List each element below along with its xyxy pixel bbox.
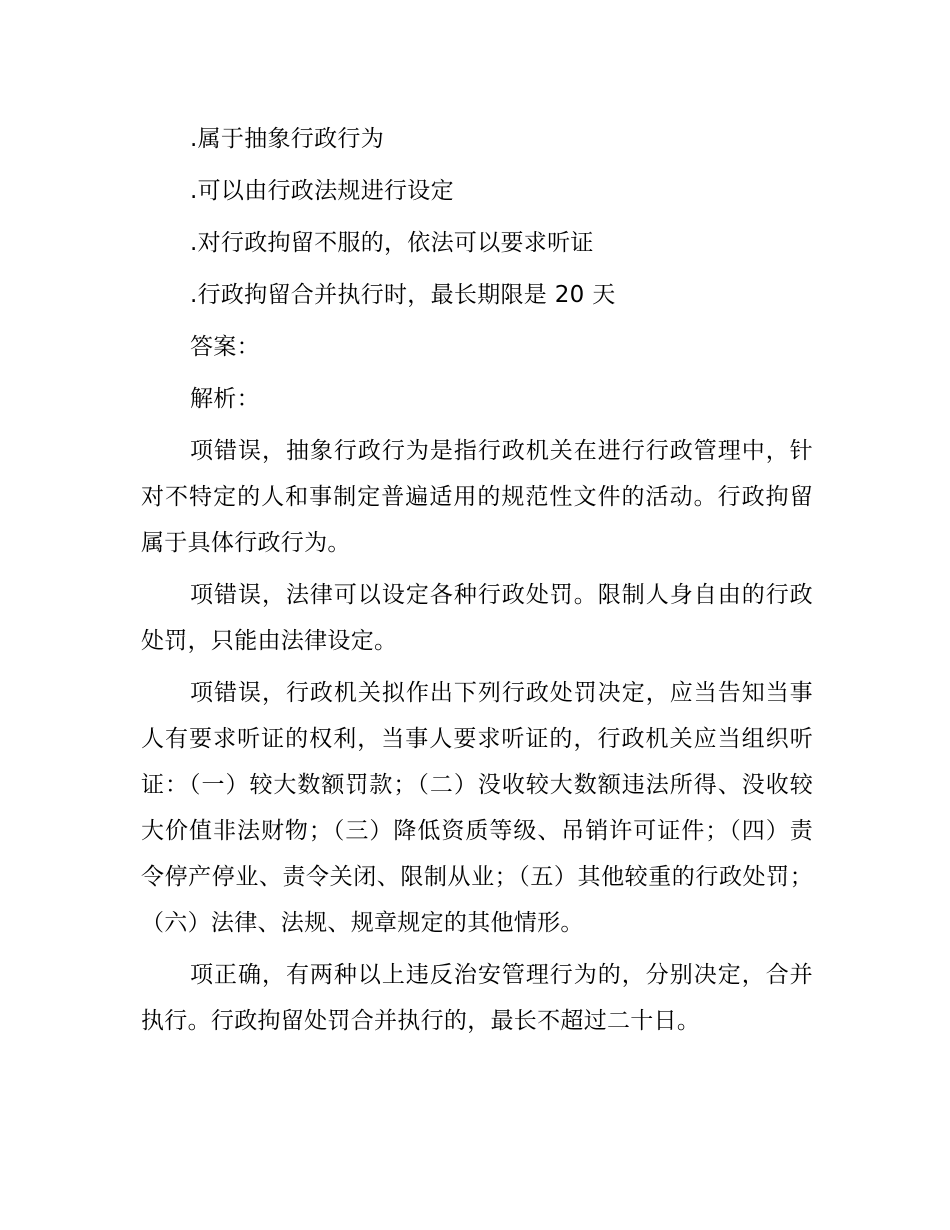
option-b: .可以由行政法规进行设定	[190, 178, 454, 204]
document-body	[141, 116, 813, 1050]
explanation-d: 项正确，有两种以上违反治安管理行为的，分别决定，合并执行。行政拘留处罚合并执行的，最长不超过二十日。	[141, 962, 813, 1034]
analysis-label: 解析：	[190, 386, 260, 412]
explanation-c: 项错误，行政机关拟作出下列行政处罚决定，应当告知当事人有要求听证的权利，当事人要求听证的，行政机关应当组织听证：（一）较大数额罚款；（二）没收较大数额违法所得、没收较大价值非法财物；（三）降低资质等级、吊销许可证件；（四）责令停产停业、责令关闭、限制从业；（五）其他较重的行政处罚；（六）法律、法规、规章规定的其他情形。	[141, 680, 813, 936]
answer-label: 答案：	[190, 334, 260, 360]
option-a: .属于抽象行政行为	[190, 126, 385, 152]
explanation-a: 项错误，抽象行政行为是指行政机关在进行行政管理中，针对不特定的人和事制定普遍适用的规范性文件的活动。行政拘留属于具体行政行为。	[141, 438, 813, 556]
option-d: .行政拘留合并执行时，最长期限是 20 天	[190, 282, 616, 308]
explanation-b: 项错误，法律可以设定各种行政处罚。限制人身自由的行政处罚，只能由法律设定。	[141, 582, 813, 654]
option-c: .对行政拘留不服的，依法可以要求听证	[190, 230, 594, 256]
